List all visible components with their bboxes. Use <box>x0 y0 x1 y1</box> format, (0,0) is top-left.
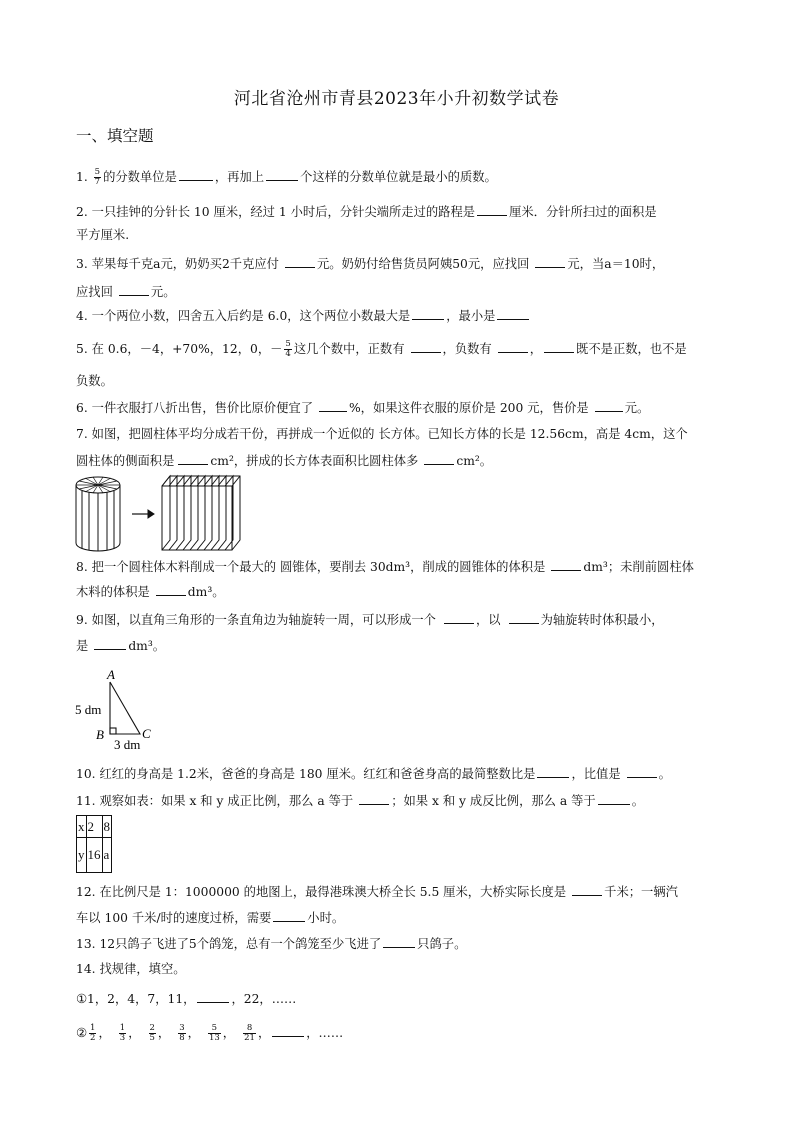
answer-blank[interactable] <box>412 307 444 320</box>
question-3-cont: 应找回 元。 <box>76 285 176 299</box>
question-5-cont: 负数。 <box>76 374 113 388</box>
vertex-b-label: B <box>96 727 104 742</box>
page-title: 河北省沧州市青县2023年小升初数学试卷 <box>233 89 560 109</box>
answer-blank[interactable] <box>572 883 602 896</box>
answer-blank[interactable] <box>119 283 149 296</box>
question-8: 8. 把一个圆柱体木料削成一个最大的 圆锥体，要削去 30dm³，削成的圆锥体的体积是 dm³；未削前圆柱体 <box>76 560 694 574</box>
side-length-label: 5 dm <box>75 702 102 717</box>
answer-blank[interactable] <box>544 340 574 353</box>
answer-blank[interactable] <box>537 765 569 778</box>
cylinder-to-cuboid-figure <box>74 474 246 554</box>
answer-blank[interactable] <box>272 1024 304 1037</box>
answer-blank[interactable] <box>411 340 441 353</box>
triangle-shape <box>110 682 140 734</box>
question-1: 1. $\frac{5}{7}$ 的分数单位是 ，再加上 个这样的分数单位就是最小的质数。 <box>76 167 497 187</box>
fraction: $\frac{1}{2}$ <box>90 1023 96 1043</box>
answer-blank[interactable] <box>285 255 315 268</box>
fraction: $\frac{5}{7}$ <box>94 167 101 187</box>
question-11: 11. 观察如表：如果 x 和 y 成正比例，那么 a 等于 ；如果 x 和 y 成反比例，那么 a 等于 。 <box>76 794 645 808</box>
sequence-1: ①1，2，4，7，11， ，22，…… <box>76 992 297 1006</box>
answer-blank[interactable] <box>477 203 507 216</box>
vertex-a-label: A <box>107 667 115 682</box>
sequence-2: ② $\frac{1}{2}$ ， $\frac{1}{3}$ ， $\frac{2}{5}$ ， $\frac{3}{8}$ ， $\frac{5}{13}$ ， $\frac{8}{21}$ ， ，…… <box>76 1023 344 1043</box>
answer-blank[interactable] <box>424 452 454 465</box>
answer-blank[interactable] <box>444 611 474 624</box>
fraction: $\frac{5}{13}$ <box>208 1023 220 1043</box>
base-length-label: 3 dm <box>114 737 141 752</box>
question-6: 6. 一件衣服打八折出售，售价比原价便宜了 %，如果这件衣服的原价是 200 元，售价是 元。 <box>76 401 650 415</box>
fraction: $\frac{5}{4}$ <box>285 339 291 359</box>
question-7-cont: 圆柱体的侧面积是 cm²，拼成的长方体表面积比圆柱体多 cm²。 <box>76 454 493 468</box>
question-2: 2. 一只挂钟的分针长 10 厘米，经过 1 小时后，分针尖端所走过的路程是 厘米．分针所扫过的面积是 <box>76 205 657 219</box>
answer-blank[interactable] <box>156 583 186 596</box>
question-3: 3. 苹果每千克a元，奶奶买2千克应付 元。奶奶付给售货员阿姨50元，应找回 元，当a＝10时， <box>76 257 665 271</box>
cuboid-figure <box>162 476 240 550</box>
answer-blank[interactable] <box>497 307 529 320</box>
question-12-cont: 车以 100 千米/时的速度过桥，需要 小时。 <box>76 911 345 925</box>
fraction: $\frac{1}{3}$ <box>119 1023 126 1043</box>
answer-blank[interactable] <box>595 399 623 412</box>
right-triangle-figure <box>74 664 164 752</box>
answer-blank[interactable] <box>94 637 126 650</box>
answer-blank[interactable] <box>178 452 208 465</box>
fraction: $\frac{3}{8}$ <box>179 1023 185 1043</box>
section-heading: 一、填空题 <box>76 127 154 145</box>
answer-blank[interactable] <box>319 399 347 412</box>
answer-blank[interactable] <box>627 765 657 778</box>
question-9: 9. 如图，以直角三角形的一条直角边为轴旋转一周，可以形成一个 ，以 为轴旋转时体积最小， <box>76 613 664 627</box>
answer-blank[interactable] <box>359 792 389 805</box>
question-10: 10. 红红的身高是 1.2米，爸爸的身高是 180 厘米。红红和爸爸身高的最简整数比是 ，比值是 。 <box>76 767 671 781</box>
question-4: 4. 一个两位小数，四舍五入后约是 6.0，这个两位小数最大是 ，最小是 <box>76 307 531 324</box>
fraction: $\frac{8}{21}$ <box>244 1023 255 1043</box>
question-14: 14. 找规律，填空。 <box>76 962 186 976</box>
table-row: x 2 8 <box>77 816 112 838</box>
cylinder-figure <box>76 477 120 551</box>
answer-blank[interactable] <box>383 935 415 948</box>
answer-blank[interactable] <box>266 168 298 181</box>
answer-blank[interactable] <box>509 611 539 624</box>
fraction: $\frac{2}{5}$ <box>149 1023 155 1043</box>
arrow-icon <box>132 510 154 518</box>
answer-blank[interactable] <box>551 558 581 571</box>
right-angle-mark <box>110 728 116 734</box>
answer-blank[interactable] <box>535 255 565 268</box>
answer-blank[interactable] <box>179 168 213 181</box>
question-2-cont: 平方厘米. <box>76 228 130 242</box>
vertex-c-label: C <box>142 726 151 741</box>
answer-blank[interactable] <box>273 909 305 922</box>
question-8-cont: 木料的体积是 dm³。 <box>76 585 225 599</box>
question-5: 5. 在 0.6，－4，+70%，12，0，－ $\frac{5}{4}$ 这几个数中，正数有 ，负数有 ， 既不是正数，也不是 <box>76 339 687 359</box>
table-row: y 16 a <box>77 838 112 873</box>
xy-table <box>76 815 112 873</box>
question-7: 7. 如图，把圆柱体平均分成若干份，再拼成一个近似的 长方体。已知长方体的长是 12.56cm，高是 4cm，这个 <box>76 427 688 441</box>
answer-blank[interactable] <box>498 340 528 353</box>
question-12: 12. 在比例尺是 1：1000000 的地图上，最得港珠澳大桥全长 5.5 厘米，大桥实际长度是 千米；一辆汽 <box>76 885 678 899</box>
answer-blank[interactable] <box>598 792 630 805</box>
question-9-cont: 是 dm³。 <box>76 639 166 653</box>
answer-blank[interactable] <box>197 990 229 1003</box>
question-13: 13. 12只鸽子飞进了5个鸽笼，总有一个鸽笼至少飞进了 只鸽子。 <box>76 937 467 951</box>
